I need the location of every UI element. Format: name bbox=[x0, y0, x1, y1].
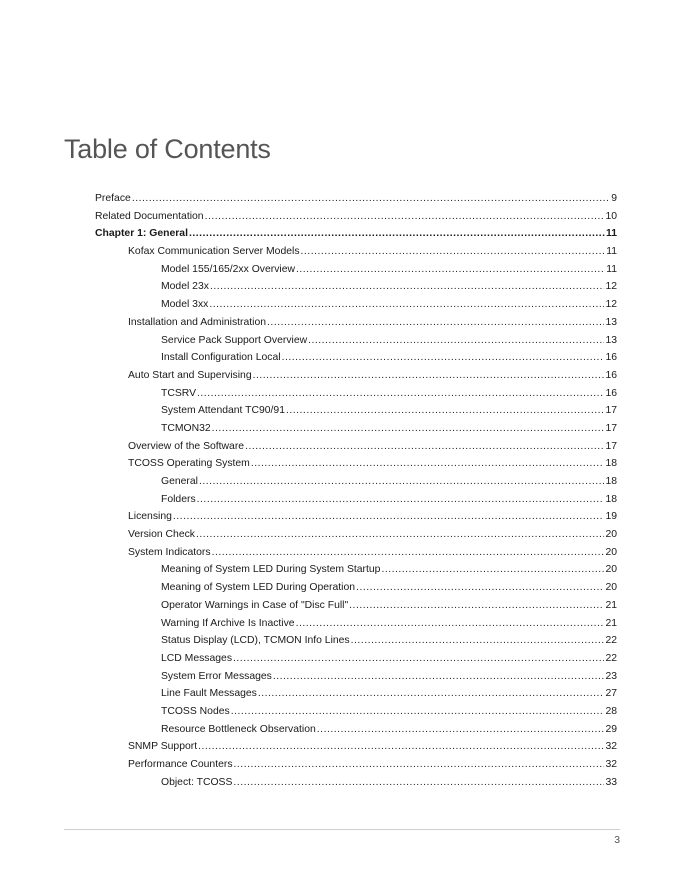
toc-entry-page: 12 bbox=[605, 281, 617, 293]
toc-entry-page: 21 bbox=[605, 617, 617, 629]
toc-entry[interactable] bbox=[95, 314, 617, 332]
toc-entry-page: 28 bbox=[605, 705, 617, 717]
toc-entry-title: Object: TCOSS bbox=[161, 776, 233, 788]
toc-dot-leader bbox=[196, 526, 604, 544]
toc-entry[interactable] bbox=[95, 349, 617, 367]
toc-entry-title: Related Documentation bbox=[95, 210, 204, 222]
toc-entry-page: 20 bbox=[605, 546, 617, 558]
toc-entry-title: Version Check bbox=[128, 529, 195, 541]
toc-entry-title: Chapter 1: General bbox=[95, 228, 188, 240]
toc-entry-page: 23 bbox=[605, 670, 617, 682]
toc-entry[interactable] bbox=[95, 561, 617, 579]
toc-entry-title: Line Fault Messages bbox=[161, 688, 257, 700]
toc-entry-page: 18 bbox=[605, 458, 617, 470]
toc-entry-page: 10 bbox=[605, 210, 617, 222]
toc-entry-page: 18 bbox=[605, 493, 617, 505]
toc-entry[interactable] bbox=[95, 508, 617, 526]
toc-dot-leader bbox=[308, 332, 604, 350]
toc-entry-title: Warning If Archive Is Inactive bbox=[161, 617, 295, 629]
toc-entry[interactable] bbox=[95, 402, 617, 420]
toc-entry-page: 16 bbox=[605, 352, 617, 364]
page-title: Table of Contents bbox=[64, 134, 271, 164]
toc-dot-leader bbox=[210, 278, 604, 296]
toc-dot-leader bbox=[199, 473, 604, 491]
toc-entry-title: TCOSS Nodes bbox=[161, 705, 230, 717]
toc-entry-title: Performance Counters bbox=[128, 759, 233, 770]
toc-entry[interactable] bbox=[95, 544, 617, 562]
toc-entry[interactable] bbox=[95, 721, 617, 739]
toc-entry-title: Installation and Administration bbox=[128, 316, 267, 328]
toc-entry[interactable] bbox=[95, 491, 617, 509]
toc-entry-title: Status Display (LCD), TCMON Info Lines bbox=[161, 635, 350, 647]
toc-entry[interactable] bbox=[95, 208, 617, 226]
toc-entry[interactable] bbox=[95, 685, 617, 703]
toc-entry-title: Overview of the Software bbox=[128, 440, 245, 452]
toc-dot-leader bbox=[205, 208, 605, 226]
toc-dot-leader bbox=[173, 508, 605, 526]
toc-entry-title: Meaning of System LED During System Startup bbox=[161, 564, 381, 576]
toc-entry[interactable] bbox=[95, 774, 617, 792]
toc-entry-title: System Attendant TC90/91 bbox=[161, 405, 285, 417]
footer-divider bbox=[64, 829, 620, 830]
toc-entry[interactable] bbox=[95, 296, 617, 314]
toc-dot-leader bbox=[282, 349, 605, 367]
toc-entry-title: Meaning of System LED During Operation bbox=[161, 582, 356, 594]
toc-entry[interactable] bbox=[95, 473, 617, 491]
toc-entry[interactable] bbox=[95, 650, 617, 668]
toc-entry-title: TCSRV bbox=[161, 387, 197, 399]
toc-entry-title: Resource Bottleneck Observation bbox=[161, 723, 316, 735]
toc-dot-leader bbox=[245, 438, 604, 456]
toc-entry-title: System Indicators bbox=[128, 546, 211, 558]
toc-entry-title: Model 3xx bbox=[161, 299, 209, 311]
toc-entry-page: 32 bbox=[605, 741, 617, 753]
toc-dot-leader bbox=[258, 685, 605, 703]
toc-entry-page: 21 bbox=[605, 599, 617, 611]
toc-entry[interactable] bbox=[95, 738, 617, 756]
toc-entry-title: Auto Start and Supervising bbox=[128, 369, 252, 381]
toc-entry[interactable] bbox=[95, 632, 617, 650]
toc-entry-title: TCOSS Operating System bbox=[128, 458, 250, 470]
toc-entry-page: 33 bbox=[605, 776, 617, 788]
toc-entry-title: SNMP Support bbox=[128, 741, 198, 753]
toc-entry-title: General bbox=[161, 476, 198, 487]
toc-entry[interactable] bbox=[95, 278, 617, 296]
toc-dot-leader bbox=[234, 756, 605, 774]
toc-dot-leader bbox=[253, 367, 605, 385]
toc-dot-leader bbox=[197, 385, 604, 403]
toc-entry-page: 20 bbox=[605, 582, 617, 594]
toc-entry[interactable] bbox=[95, 332, 617, 350]
toc-entry-page: 11 bbox=[606, 246, 617, 258]
toc-dot-leader bbox=[198, 738, 604, 756]
toc-dot-leader bbox=[349, 597, 604, 615]
toc-dot-leader bbox=[209, 296, 604, 314]
toc-dot-leader bbox=[231, 703, 605, 721]
toc-dot-leader bbox=[233, 650, 604, 668]
toc-dot-leader bbox=[296, 615, 605, 633]
toc-entry-title: Model 155/165/2xx Overview bbox=[161, 263, 295, 275]
toc-entry-page: 17 bbox=[605, 422, 617, 434]
toc-entry[interactable] bbox=[95, 579, 617, 597]
toc-entry-title: Install Configuration Local bbox=[161, 352, 281, 364]
toc-entry[interactable] bbox=[95, 438, 617, 456]
toc-entry[interactable] bbox=[95, 455, 617, 473]
toc-entry-page: 9 bbox=[611, 193, 617, 204]
toc-entry-page: 20 bbox=[605, 529, 617, 541]
toc-dot-leader bbox=[267, 314, 604, 332]
toc-entry-title: Folders bbox=[161, 493, 196, 505]
toc-dot-leader bbox=[296, 261, 605, 279]
toc-entry[interactable] bbox=[95, 597, 617, 615]
table-of-contents bbox=[95, 190, 617, 791]
toc-entry[interactable] bbox=[95, 420, 617, 438]
toc-entry[interactable] bbox=[95, 190, 617, 208]
toc-entry[interactable] bbox=[95, 668, 617, 686]
page-number: 3 bbox=[614, 835, 620, 846]
toc-entry-page: 17 bbox=[605, 405, 617, 417]
toc-entry-page: 20 bbox=[605, 564, 617, 576]
toc-entry-title: TCMON32 bbox=[161, 422, 211, 434]
toc-dot-leader bbox=[197, 491, 605, 509]
toc-dot-leader bbox=[301, 243, 606, 261]
toc-entry[interactable] bbox=[95, 225, 617, 243]
toc-entry-page: 11 bbox=[606, 228, 617, 240]
toc-dot-leader bbox=[212, 544, 605, 562]
toc-entry-page: 22 bbox=[605, 635, 617, 647]
toc-entry-page: 19 bbox=[605, 511, 617, 523]
toc-entry-title: Operator Warnings in Case of "Disc Full" bbox=[161, 599, 349, 611]
toc-dot-leader bbox=[251, 455, 605, 473]
toc-entry[interactable] bbox=[95, 703, 617, 721]
toc-dot-leader bbox=[317, 721, 605, 739]
toc-entry[interactable] bbox=[95, 243, 617, 261]
toc-dot-leader bbox=[351, 632, 605, 650]
toc-entry[interactable] bbox=[95, 526, 617, 544]
toc-dot-leader bbox=[233, 774, 604, 792]
toc-entry-page: 11 bbox=[606, 263, 617, 275]
toc-entry-page: 29 bbox=[605, 723, 617, 735]
toc-entry-page: 13 bbox=[605, 334, 617, 346]
toc-entry-title: Licensing bbox=[128, 511, 172, 523]
toc-dot-leader bbox=[132, 190, 610, 208]
toc-dot-leader bbox=[273, 668, 605, 686]
toc-entry-page: 17 bbox=[605, 440, 617, 452]
toc-entry-title: Kofax Communication Server Models bbox=[128, 246, 300, 258]
toc-entry-page: 12 bbox=[605, 299, 617, 311]
toc-entry-title: Service Pack Support Overview bbox=[161, 334, 308, 346]
toc-entry-page: 32 bbox=[605, 759, 617, 770]
toc-entry[interactable] bbox=[95, 385, 617, 403]
toc-entry-page: 16 bbox=[605, 387, 617, 399]
toc-dot-leader bbox=[356, 579, 604, 597]
toc-entry-title: LCD Messages bbox=[161, 652, 233, 664]
toc-entry-page: 22 bbox=[605, 652, 617, 664]
toc-entry[interactable] bbox=[95, 615, 617, 633]
toc-entry[interactable] bbox=[95, 756, 617, 774]
toc-dot-leader bbox=[189, 225, 605, 243]
toc-entry-title: Model 23x bbox=[161, 281, 209, 293]
toc-entry-title: System Error Messages bbox=[161, 670, 272, 682]
toc-entry-title: Preface bbox=[95, 193, 131, 204]
toc-entry-page: 16 bbox=[605, 369, 617, 381]
toc-dot-leader bbox=[212, 420, 605, 438]
toc-entry[interactable] bbox=[95, 261, 617, 279]
toc-dot-leader bbox=[286, 402, 604, 420]
toc-dot-leader bbox=[381, 561, 604, 579]
toc-entry-page: 27 bbox=[605, 688, 617, 700]
toc-entry-page: 13 bbox=[605, 316, 617, 328]
toc-entry[interactable] bbox=[95, 367, 617, 385]
toc-entry-page: 18 bbox=[605, 476, 617, 487]
